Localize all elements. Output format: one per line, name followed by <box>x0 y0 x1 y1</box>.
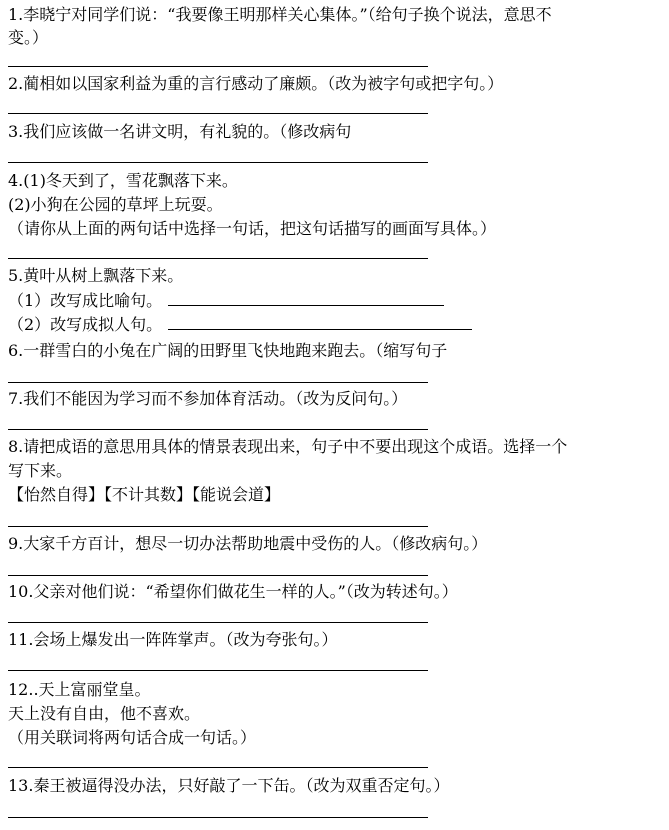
question-7: 7.我们不能因为学习而不参加体育活动。（改为反问句。） <box>8 389 408 408</box>
answer-line-5-1[interactable] <box>168 291 444 306</box>
answer-line-10[interactable] <box>8 622 428 623</box>
answer-line-3[interactable] <box>8 162 428 163</box>
answer-line-8[interactable] <box>8 526 428 527</box>
question-8-idioms: 【怡然自得】【不计其数】【能说会道】 <box>8 485 281 504</box>
question-5-sub-1 <box>8 290 444 312</box>
question-1-line-1: 1.李晓宁对同学们说：“我要像王明那样关心集体。”（给句子换个说法，意思不 <box>8 5 552 24</box>
answer-line-5-2[interactable] <box>168 315 472 330</box>
question-8-line-1: 8.请把成语的意思用具体的情景表现出来，句子中不要出现这个成语。选择一个 <box>8 437 568 456</box>
answer-line-2[interactable] <box>8 113 428 114</box>
answer-line-6[interactable] <box>8 382 428 383</box>
answer-line-11[interactable] <box>8 670 428 671</box>
question-5-sub-2-label: （2）改写成拟人句。 <box>8 315 163 334</box>
answer-line-9[interactable] <box>8 575 428 576</box>
question-5: 5.黄叶从树上飘落下来。 <box>8 266 184 285</box>
question-11: 11.会场上爆发出一阵阵掌声。（改为夸张句。） <box>8 630 338 649</box>
answer-line-13[interactable] <box>8 817 428 818</box>
question-2: 2.蔺相如以国家利益为重的言行感动了廉颇。（改为被字句或把字句。） <box>8 74 504 93</box>
question-13: 13.秦王被逼得没办法，只好敲了一下缶。（改为双重否定句。） <box>8 776 450 795</box>
question-12-line-1: 12..天上富丽堂皇。 <box>8 680 151 699</box>
question-5-sub-2 <box>8 314 472 336</box>
question-3: 3.我们应该做一名讲文明，有礼貌的。（修改病句 <box>8 122 352 141</box>
answer-line-4[interactable] <box>8 258 428 259</box>
question-5-sub-1-label: （1）改写成比喻句。 <box>8 291 163 310</box>
question-12-line-2: 天上没有自由，他不喜欢。 <box>8 704 201 723</box>
question-4-line-1: 4.(1)冬天到了，雪花飘落下来。 <box>8 171 238 190</box>
question-4-line-2: (2)小狗在公园的草坪上玩耍。 <box>8 195 223 214</box>
question-9: 9.大家千方百计，想尽一切办法帮助地震中受伤的人。（修改病句。） <box>8 534 488 553</box>
answer-line-7[interactable] <box>8 429 428 430</box>
question-10: 10.父亲对他们说：“希望你们做花生一样的人。”（改为转述句。） <box>8 582 458 601</box>
question-4-instruction: （请你从上面的两句话中选择一句话，把这句话描写的画面写具体。） <box>8 219 497 238</box>
question-6: 6.一群雪白的小兔在广阔的田野里飞快地跑来跑去。（缩写句子 <box>8 341 448 360</box>
answer-line-12[interactable] <box>8 767 428 768</box>
question-12-instruction: （用关联词将两句话合成一句话。） <box>8 728 257 747</box>
question-8-line-2: 写下来。 <box>8 461 73 480</box>
answer-line-1[interactable] <box>8 66 428 67</box>
question-1-line-2: 变。） <box>8 28 49 47</box>
